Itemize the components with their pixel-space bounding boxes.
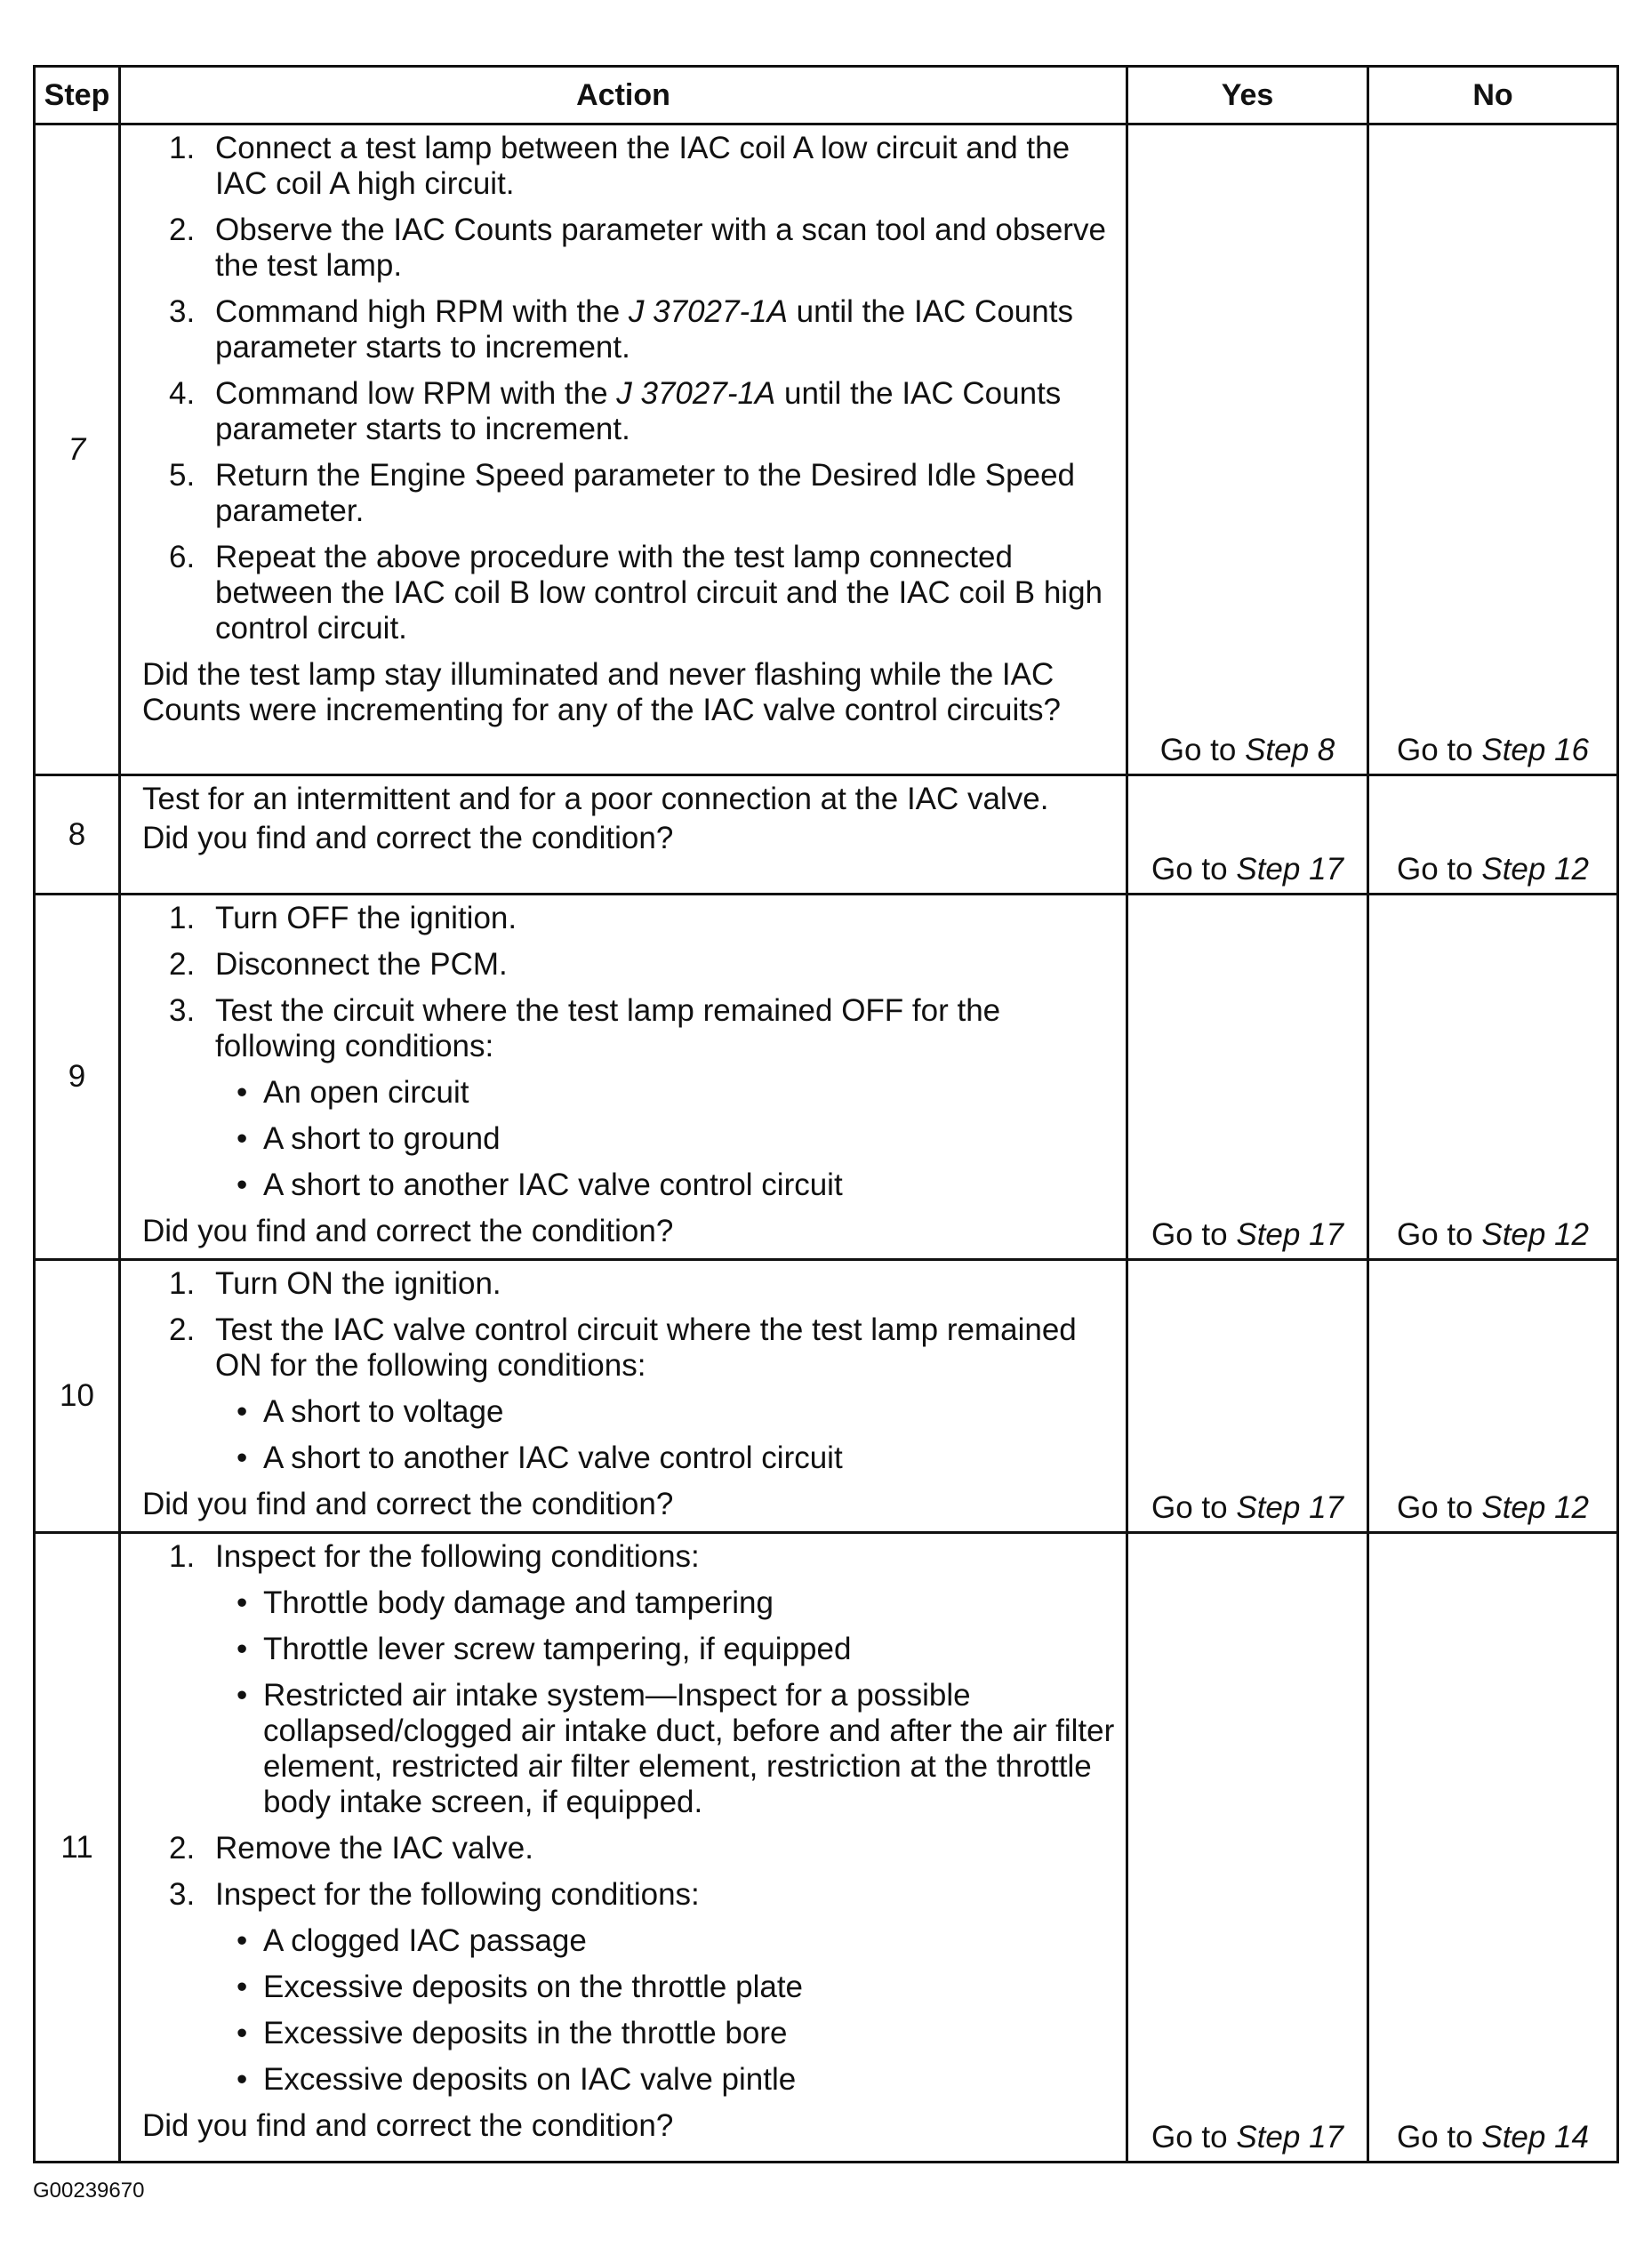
step-item-number: 2. (169, 213, 196, 247)
header-step: Step (35, 67, 120, 124)
bullet-item (142, 1440, 1115, 1476)
numbered-step (142, 1539, 1115, 1575)
no-goto-prefix: Go to (1397, 1490, 1473, 1525)
step-number: 9 (35, 895, 120, 1260)
header-action: Action (120, 67, 1127, 124)
diagnostic-table (33, 65, 1619, 2163)
figure-code: G00239670 (33, 2179, 145, 2203)
bullet-icon: • (237, 2016, 248, 2050)
bullet-item (142, 2016, 1115, 2051)
numbered-step (142, 947, 1115, 983)
bullet-icon: • (237, 1121, 248, 1156)
bullet-item (142, 1678, 1115, 1820)
bullet-text: A clogged IAC passage (263, 1923, 587, 1958)
bullet-text: Excessive deposits on the throttle plate (263, 1970, 804, 2004)
numbered-step (142, 1266, 1115, 1302)
bullet-text: Excessive deposits in the throttle bore (263, 2016, 788, 2050)
yes-goto-step-link: Step 17 (1236, 852, 1343, 887)
numbered-step (142, 1312, 1115, 1384)
yes-goto-prefix: Go to (1159, 733, 1237, 767)
table-row (35, 775, 1618, 895)
no-goto (1368, 895, 1618, 1260)
header-no: No (1368, 67, 1618, 124)
step-item-number: 6. (169, 540, 196, 574)
no-goto-prefix: Go to (1397, 1217, 1473, 1252)
no-goto-step-link: Step 12 (1481, 852, 1589, 887)
step-item-text: until the IAC Counts parameter starts to increment. (215, 294, 1073, 365)
action-cell (120, 1260, 1127, 1533)
bullet-icon: • (237, 2062, 248, 2097)
step-item-number: 2. (169, 947, 196, 982)
no-goto-step-link: Step 12 (1481, 1217, 1589, 1252)
action-cell (120, 775, 1127, 895)
step-item-number: 1. (169, 901, 196, 935)
step-item-text: Command low RPM with the (215, 376, 617, 411)
yes-goto-prefix: Go to (1151, 1490, 1228, 1525)
step-item-text: Disconnect the PCM. (215, 947, 508, 982)
action-text: Test for an intermittent and for a poor connection at the IAC valve. (142, 782, 1049, 816)
numbered-step (142, 540, 1115, 646)
bullet-item (142, 1394, 1115, 1430)
no-goto-prefix: Go to (1397, 852, 1473, 887)
table-body (35, 124, 1618, 2163)
step-item-number: 5. (169, 458, 196, 493)
bullet-text: Restricted air intake system—Inspect for a possible collapsed/clogged air intake duct, before and after the air filter element, restricted air filter element, restriction at the throttle body intake screen, if equipped. (263, 1678, 1115, 1819)
bullet-text: Throttle lever screw tampering, if equipped (263, 1632, 852, 1666)
step-item-number: 3. (169, 1877, 196, 1912)
question-text: Did you find and correct the condition? (142, 1214, 674, 1248)
question-text: Did you find and correct the condition? (142, 1487, 674, 1521)
no-goto-step-link: Step 14 (1481, 2120, 1589, 2155)
bullet-item (142, 1075, 1115, 1111)
bullet-text: A short to another IAC valve control circuit (263, 1440, 843, 1475)
yes-goto-step-link: Step 17 (1236, 1490, 1343, 1525)
step-item-number: 2. (169, 1312, 196, 1347)
bullet-icon: • (237, 1585, 248, 1620)
step-item-text: Return the Engine Speed parameter to the Desired Idle Speed parameter. (215, 458, 1076, 528)
step-number: 11 (35, 1533, 120, 2163)
step-item-number: 3. (169, 294, 196, 329)
yes-goto-prefix: Go to (1151, 2120, 1228, 2155)
yes-goto-step-link: Step 8 (1245, 733, 1335, 767)
bullet-text: A short to voltage (263, 1394, 504, 1429)
yes-goto (1127, 1260, 1368, 1533)
yes-goto-step-link: Step 17 (1236, 2120, 1343, 2155)
table-row (35, 1533, 1618, 2163)
bullet-icon: • (237, 1923, 248, 1958)
bullet-item (142, 1168, 1115, 1203)
bullet-item (142, 1121, 1115, 1157)
step-item-number: 3. (169, 993, 196, 1028)
bullet-icon: • (237, 1632, 248, 1666)
step-item-text: Inspect for the following conditions: (215, 1539, 700, 1574)
no-goto (1368, 124, 1618, 775)
numbered-step (142, 213, 1115, 284)
step-item-text: Turn ON the ignition. (215, 1266, 501, 1301)
step-item-number: 4. (169, 376, 196, 411)
numbered-step (142, 294, 1115, 365)
tool-reference: J 37027-1A (628, 294, 788, 329)
bullet-text: Throttle body damage and tampering (263, 1585, 774, 1620)
step-item-text: until the IAC Counts parameter starts to increment. (215, 376, 1062, 446)
question-text: Did you find and correct the condition? (142, 821, 674, 855)
bullet-icon: • (237, 1394, 248, 1429)
step-number: 8 (35, 775, 120, 895)
step-item-text: Observe the IAC Counts parameter with a scan tool and observe the test lamp. (215, 213, 1106, 283)
step-number: 7 (35, 124, 120, 775)
yes-goto-step-link: Step 17 (1236, 1217, 1343, 1252)
bullet-item (142, 1970, 1115, 2005)
bullet-icon: • (237, 1440, 248, 1475)
bullet-item (142, 1632, 1115, 1667)
step-item-text: Command high RPM with the (215, 294, 629, 329)
bullet-icon: • (237, 1075, 248, 1110)
table-row (35, 1260, 1618, 1533)
tool-reference: J 37027-1A (616, 376, 776, 411)
step-item-text: Remove the IAC valve. (215, 1831, 533, 1866)
numbered-step (142, 131, 1115, 202)
step-item-number: 1. (169, 1539, 196, 1574)
bullet-text: A short to another IAC valve control circuit (263, 1168, 843, 1202)
bullet-item (142, 2062, 1115, 2098)
no-goto-step-link: Step 12 (1481, 1490, 1589, 1525)
step-item-text: Test the IAC valve control circuit where the test lamp remained ON for the following conditions: (215, 1312, 1077, 1383)
bullet-text: Excessive deposits on IAC valve pintle (263, 2062, 797, 2097)
yes-goto-prefix: Go to (1151, 1217, 1228, 1252)
table-row (35, 895, 1618, 1260)
bullet-icon: • (237, 1678, 248, 1713)
bullet-item (142, 1923, 1115, 1959)
step-item-text: Test the circuit where the test lamp remained OFF for the following conditions: (215, 993, 1001, 1063)
numbered-step (142, 993, 1115, 1064)
no-goto (1368, 1533, 1618, 2163)
bullet-item (142, 1585, 1115, 1621)
no-goto-prefix: Go to (1397, 733, 1473, 767)
bullet-text: An open circuit (263, 1075, 469, 1110)
question-text: Did you find and correct the condition? (142, 2108, 674, 2143)
step-item-number: 1. (169, 1266, 196, 1301)
no-goto-step-link: Step 16 (1481, 733, 1589, 767)
yes-goto (1127, 124, 1368, 775)
action-cell (120, 895, 1127, 1260)
numbered-step (142, 1877, 1115, 1913)
no-goto (1368, 775, 1618, 895)
numbered-step (142, 376, 1115, 447)
numbered-step (142, 901, 1115, 936)
table-row (35, 124, 1618, 775)
step-item-text: Connect a test lamp between the IAC coil A low circuit and the IAC coil A high circuit. (215, 131, 1071, 201)
step-item-number: 1. (169, 131, 196, 165)
action-cell (120, 1533, 1127, 2163)
bullet-text: A short to ground (263, 1121, 501, 1156)
header-row (35, 67, 1618, 124)
yes-goto (1127, 775, 1368, 895)
no-goto-prefix: Go to (1397, 2120, 1473, 2155)
bullet-icon: • (237, 1970, 248, 2004)
bullet-icon: • (237, 1168, 248, 1202)
action-cell (120, 124, 1127, 775)
yes-goto-prefix: Go to (1151, 852, 1228, 887)
header-yes: Yes (1127, 67, 1368, 124)
no-goto (1368, 1260, 1618, 1533)
step-number: 10 (35, 1260, 120, 1533)
step-item-text: Repeat the above procedure with the test lamp connected between the IAC coil B low control circuit and the IAC coil B high control circuit. (215, 540, 1103, 646)
numbered-step (142, 1831, 1115, 1866)
yes-goto (1127, 1533, 1368, 2163)
yes-goto (1127, 895, 1368, 1260)
step-item-number: 2. (169, 1831, 196, 1866)
numbered-step (142, 458, 1115, 529)
step-item-text: Turn OFF the ignition. (215, 901, 517, 935)
step-item-text: Inspect for the following conditions: (215, 1877, 700, 1912)
question-text: Did the test lamp stay illuminated and never flashing while the IAC Counts were incrementing for any of the IAC valve control circuits? (142, 657, 1061, 727)
